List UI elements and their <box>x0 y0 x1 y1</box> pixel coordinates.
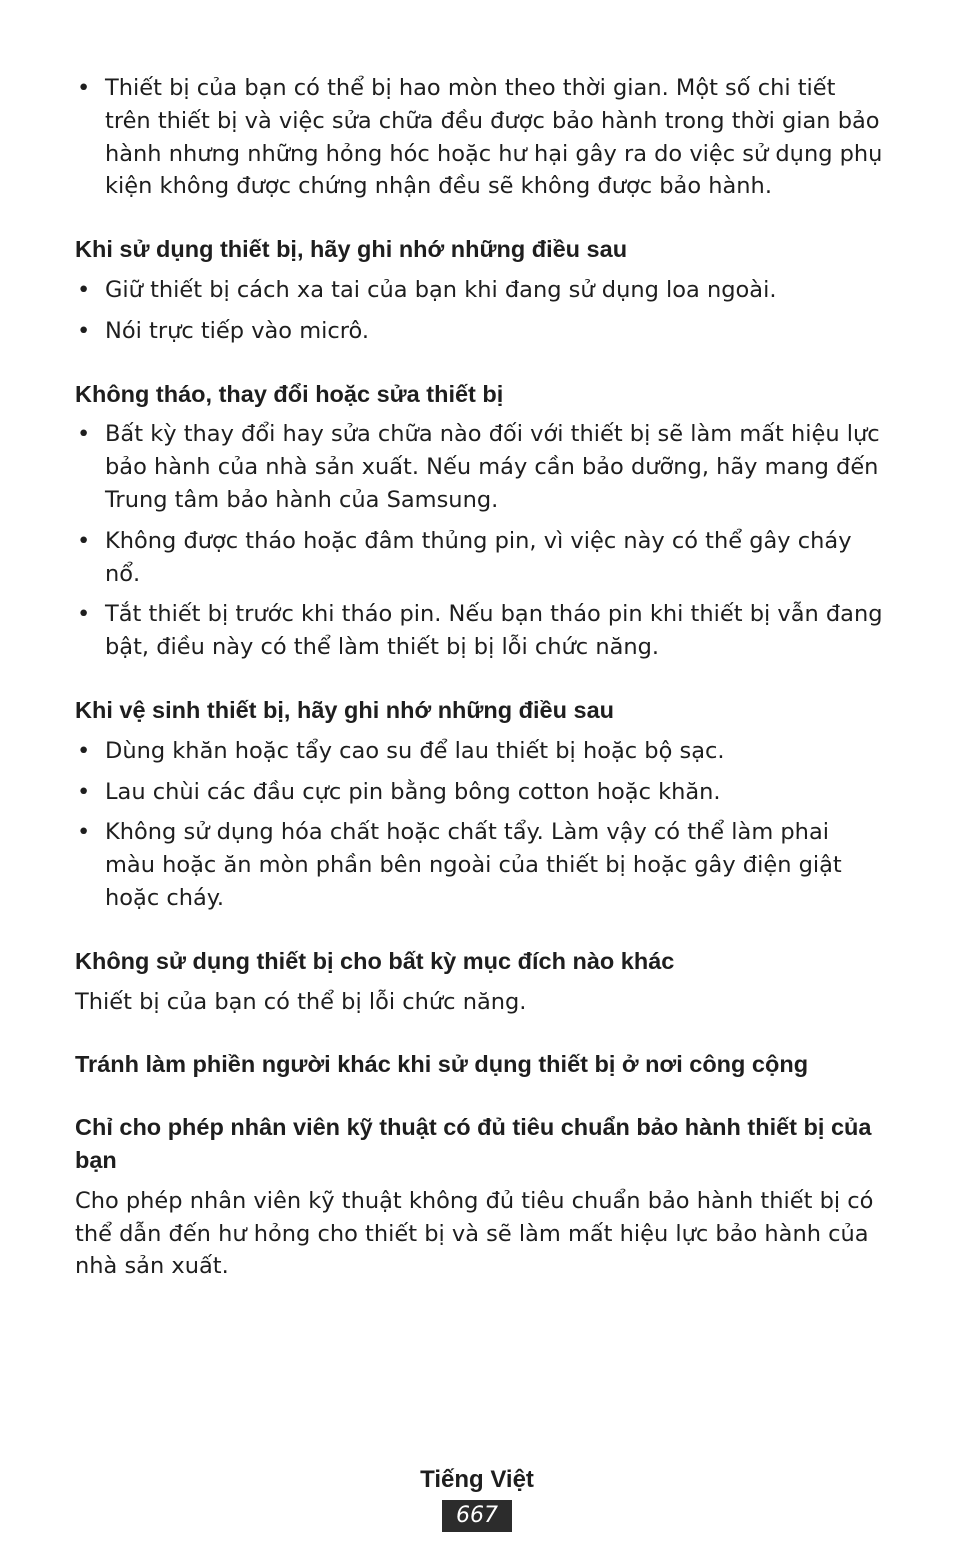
section-heading-no-modify: Không tháo, thay đổi hoặc sửa thiết bị <box>75 380 504 407</box>
list-item: • Thiết bị của bạn có thể bị hao mòn theo thời gian. Một số chi tiết trên thiết bị và việc sửa chữa đều được bảo hành trong thời gian bảo hành nhưng những hỏng hóc hoặc hư hại gây ra do việc sử dụng phụ kiện không được chứng nhận đều sẽ không được bảo hành. <box>75 72 885 203</box>
list-item: • Bất kỳ thay đổi hay sửa chữa nào đối với thiết bị sẽ làm mất hiệu lực bảo hành của nhà sản xuất. Nếu máy cần bảo dưỡng, hãy mang đến Trung tâm bảo hành của Samsung. <box>75 418 885 516</box>
section-paragraph-qualified-service: Cho phép nhân viên kỹ thuật không đủ tiêu chuẩn bảo hành thiết bị có thể dẫn đến hư hỏng cho thiết bị và sẽ làm mất hiệu lực bảo hành của nhà sản xuất. <box>75 1187 874 1280</box>
usage-bullet-list <box>75 274 885 348</box>
no-modify-bullet-list <box>75 418 885 664</box>
section-heading-qualified-service: Chỉ cho phép nhân viên kỹ thuật có đủ tiêu chuẩn bảo hành thiết bị của bạn <box>75 1114 872 1173</box>
list-item: • Giữ thiết bị cách xa tai của bạn khi đang sử dụng loa ngoài. <box>75 274 885 307</box>
list-item: • Nói trực tiếp vào micrô. <box>75 315 885 348</box>
section-heading-cleaning: Khi vệ sinh thiết bị, hãy ghi nhớ những điều sau <box>75 696 614 723</box>
footer-language: Tiếng Việt <box>420 1466 534 1493</box>
list-item: • Lau chùi các đầu cực pin bằng bông cotton hoặc khăn. <box>75 776 885 809</box>
list-item: • Không sử dụng hóa chất hoặc chất tẩy. Làm vậy có thể làm phai màu hoặc ăn mòn phần bên ngoài của thiết bị hoặc gây điện giật hoặc cháy. <box>75 816 885 914</box>
page-number: 667 <box>442 1500 512 1532</box>
section-heading-public: Tránh làm phiền người khác khi sử dụng thiết bị ở nơi công cộng <box>75 1051 809 1078</box>
page-footer <box>0 1462 954 1532</box>
list-item: • Dùng khăn hoặc tẩy cao su để lau thiết bị hoặc bộ sạc. <box>75 735 885 768</box>
list-item: • Tắt thiết bị trước khi tháo pin. Nếu bạn tháo pin khi thiết bị vẫn đang bật, điều này có thể làm thiết bị bị lỗi chức năng. <box>75 598 885 664</box>
intro-bullet-list <box>75 72 885 203</box>
document-body <box>75 72 885 1283</box>
section-heading-usage: Khi sử dụng thiết bị, hãy ghi nhớ những điều sau <box>75 236 628 263</box>
section-heading-other-purpose: Không sử dụng thiết bị cho bất kỳ mục đích nào khác <box>75 947 675 974</box>
cleaning-bullet-list <box>75 735 885 915</box>
list-item: • Không được tháo hoặc đâm thủng pin, vì việc này có thể gây cháy nổ. <box>75 525 885 591</box>
section-paragraph-other-purpose: Thiết bị của bạn có thể bị lỗi chức năng. <box>75 988 527 1015</box>
